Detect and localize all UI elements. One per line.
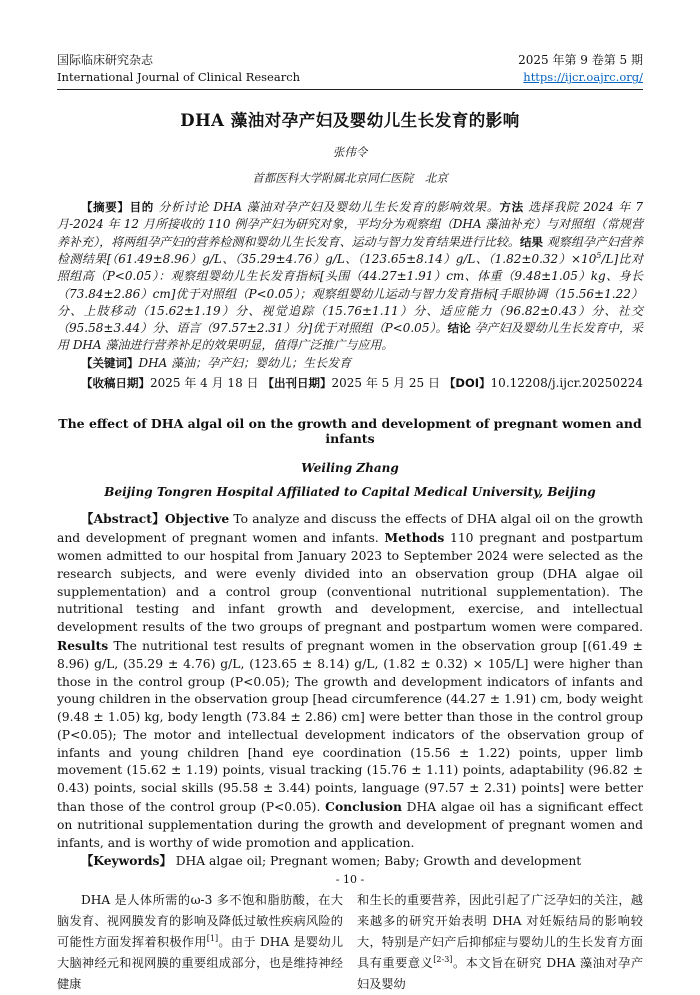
abstract-en-block [57,510,643,871]
results-cn-text-2: /L]比对照组高（P<0.05）：观察组婴幼儿生长发育指标[头围（44.27±1.91）cm、体重（9.48±1.05）kg、身长（73.84±2.86）cm]优于对照组（P<0.05）；观察组婴幼儿运动与智力发育指标[手眼协调（15.56±1.22）分、上肢移动（15.62±1.19）分、视觉追踪（15.76±1.11）分、适应能力（96.82±0.43）分、社交（95.58±3.44）分、语言（97.57±2.31）分]优于对照组（P<0.05）。 [57,251,643,336]
abstract-cn-label: 【摘要】 [81,200,130,215]
results-en-label: Results [57,637,109,653]
published-date-value: 2025 年 5 月 25 日 [331,376,440,391]
objective-en-label: Objective [164,511,230,527]
published-date-segment [262,375,440,392]
abstract-en-paragraph [57,510,643,852]
received-date-segment [81,375,259,392]
keywords-en-line [57,852,643,871]
received-date-value: 2025 年 4 月 18 日 [150,376,259,391]
intro-left-text-2: 。由于 DHA 是婴幼儿大脑神经元和视网膜的重要组成部分，也是维持神经健康 [57,935,344,992]
keywords-en-text: DHA algae oil; Pregnant women; Baby; Growth and development [171,854,582,869]
author-cn: 张伟令 [332,145,368,160]
abstract-cn-block [57,199,643,392]
intro-left-column [57,890,343,995]
citation-ref-2-3: [2-3] [433,955,453,965]
intro-left-text-1: DHA 是人体所需的ω-3 多不饱和脂肪酸，在大脑发育、视网膜发育的影响及降低过敏性疾病风险的可能性方面发挥着积极作用 [57,893,343,950]
methods-en-label: Methods [384,530,445,546]
conclusion-cn-label: 结论 [447,321,471,336]
keywords-en-label: 【Keywords】 [81,853,172,869]
objective-cn-text: 分析讨论 DHA 藻油对孕产妇及婴幼儿生长发育的影响效果。 [153,200,500,215]
abstract-cn-paragraph [57,199,643,355]
affiliation-en: Beijing Tongren Hospital Affiliated to Capital Medical University, Beijing [104,485,596,500]
results-en-text: The nutritional test results of pregnant women in the observation group [(61.49 ± 8.96) g/L, (35.29 ± 4.76) g/L, (123.65 ± 8.14) g/L, (1.82 ± 0.32) × 105/L] were higher than those in the control group (P<0.05); The growth and development indicators of infants and young children in the observation group [head circumference (44.27 ± 1.91) cm, body weight (9.48 ± 1.05) kg, body length (73.84 ± 2.86) cm] were better than those in the control group (P<0.05); The motor and intellectual development indicators of the observation group of infants and young children [hand eye coordination (15.56 ± 1.22) points, upper limb movement (15.62 ± 1.19) points, visual tracking (15.76 ± 1.11) points, adaptability (96.82 ± 0.43) points, social skills (95.58 ± 3.44) points, language (97.57 ± 2.31) points] were better than those of the control group (P<0.05). [57,638,643,815]
methods-cn-text: 选择我院 2024 年 7 月-2024 年 12 月所接收的 110 例孕产妇为研究对象，平均分为观察组（DHA 藻油补充）与对照组（常规营养补充），将两组孕产妇的营养检测和婴幼儿生长发育、运动与智力发育结果进行比较。 [57,200,644,249]
doi-label: 【DOI】 [443,376,491,391]
keywords-cn-label: 【关键词】 [81,355,139,370]
published-date-label: 【出刊日期】 [262,376,332,391]
author-en: Weiling Zhang [301,461,399,476]
conclusion-en-text: DHA algae oil has a significant effect on nutritional supplementation during the growth and development of pregnant women and infants, and is worthy of wide promotion and application. [57,800,643,850]
intro-right-text-2: 。本文旨在研究 DHA 藻油对孕产妇及婴幼 [357,956,644,992]
journal-name-block [57,52,300,86]
intro-left-paragraph [57,890,343,995]
intro-right-column [357,890,643,995]
intro-right-text-1: 和生长的重要营养，因此引起了广泛孕妇的关注，越来越多的研究开始表明 DHA 对妊娠结局的影响较大，特别是产妇产后抑郁症与婴幼儿的生长发育方面具有重要意义 [357,893,643,971]
journal-url-link[interactable]: https://ijcr.oajrc.org/ [523,70,643,85]
page-number: - 10 - [335,873,365,886]
keywords-cn-line [57,355,643,372]
journal-header [57,52,643,90]
citation-ref-1: [1] [206,934,219,944]
article-title-cn: DHA 藻油对孕产妇及婴幼儿生长发育的影响 [180,111,520,131]
results-cn-superscript: 5 [596,250,602,260]
keywords-cn-text: DHA 藻油；孕产妇；婴幼儿；生长发育 [138,355,352,370]
abstract-en-label: 【Abstract】 [81,511,165,527]
objective-cn-label: 目的 [129,200,154,215]
methods-en-text: 110 pregnant and postpartum women admitted to our hospital from January 2023 to September 2024 were selected as the research subjects, and were evenly divided into an observation group (DHA algae oil supplementation) and a control group (conventional nutritional supplementation). The nutritional testing and infant growth and development, exercise, and intellectual development results of the two groups of pregnant and postpartum women were compared. [57,531,643,635]
doi-value: 10.12208/j.ijcr.20250224 [490,376,643,391]
doi-segment [444,375,643,392]
article-title-en: The effect of DHA algal oil on the growth and development of pregnant women and infants [58,416,642,447]
intro-right-paragraph [357,890,643,995]
issue-info: 2025 年第 9 卷第 5 期 [518,53,643,67]
journal-name-cn: 国际临床研究杂志 [57,53,154,67]
issue-block [518,52,643,86]
results-cn-text-1: 观察组孕产妇营养检测结果[（61.49±8.96）g/L、（35.29±4.76）g/L、（123.65±8.14）g/L、（1.82±0.32）×10 [57,234,644,266]
journal-name-en: International Journal of Clinical Research [57,70,301,85]
conclusion-en-label: Conclusion [325,799,402,815]
intro-columns [57,890,643,995]
received-date-label: 【收稿日期】 [81,376,150,391]
objective-en-text: To analyze and discuss the effects of DHA algal oil on the growth and development of pregnant women and infants. [57,512,643,546]
methods-cn-label: 方法 [499,200,524,215]
affiliation-cn: 首都医科大学附属北京同仁医院 北京 [252,171,448,186]
results-cn-label: 结果 [519,234,543,249]
dates-line [57,375,643,392]
conclusion-cn-text: 孕产妇及婴幼儿生长发育中，采用 DHA 藻油进行营养补足的效果明显，值得广泛推广与应用。 [57,321,643,353]
